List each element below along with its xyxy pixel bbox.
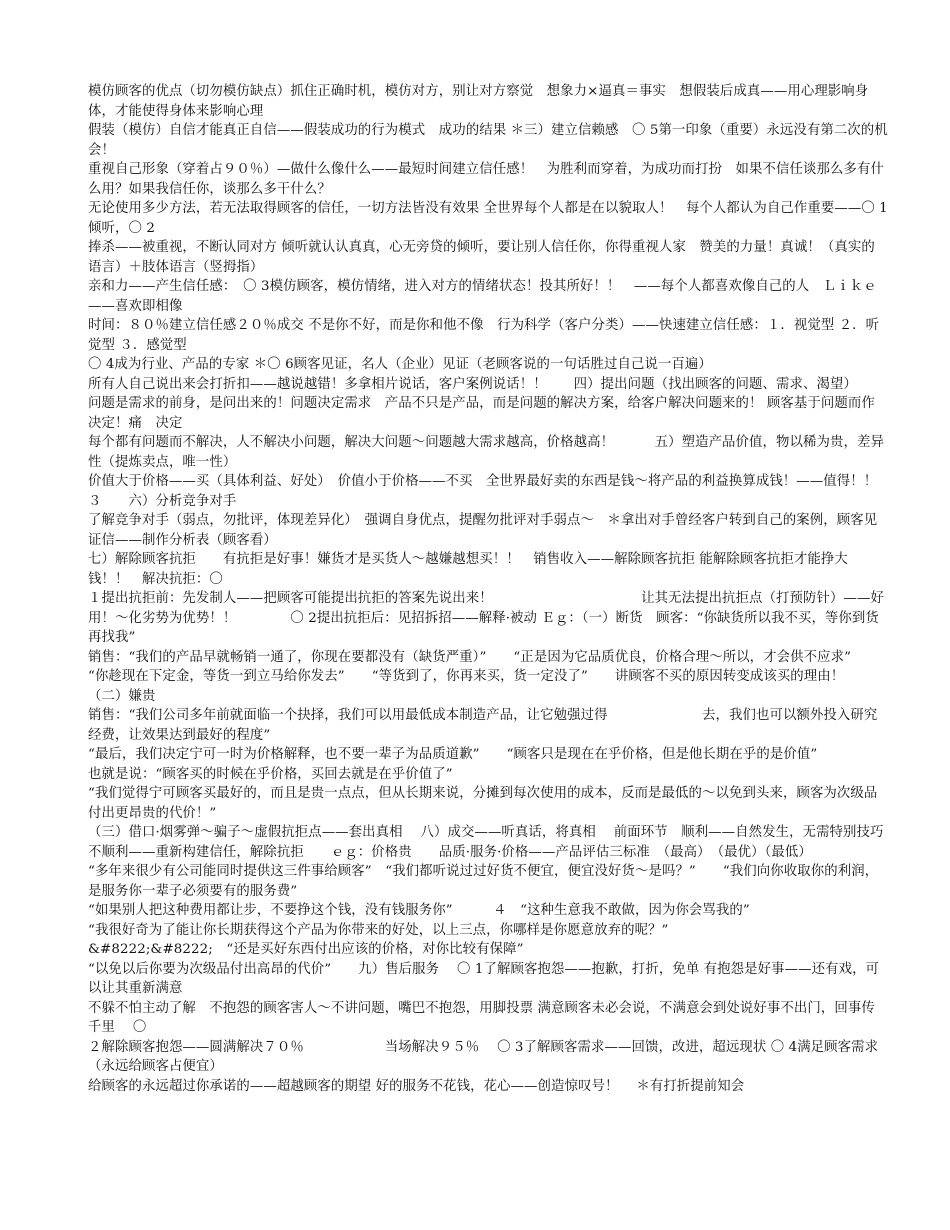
paragraph: 了解竞争对手（弱点，勿批评，体现差异化） 强调自身优点，提醒勿批评对手弱点～ ＊拿出对手曾经客户转到自己的案例，顾客见证信——制作分析表（顾客看） (88, 513, 878, 548)
paragraph: （三）借口·烟雾弹～骗子～虚假抗拒点——套出真相 八）成交——听真话，将真相 前面环节 顺利——自然发生，无需特别技巧 (88, 825, 884, 840)
paragraph: “你趁现在下定金，等货一到立马给你发去” “等货到了，你再来买，货一定没了” 讲顾客不买的原因转变成该买的理由！ （二）嫌贵 (88, 669, 885, 704)
paragraph: 捧杀——被重视，不断认同对方 倾听就认认真真，心无旁贷的倾听，要让别人信任你，你得重视人家 赞美的力量！真诚！（真实的语言）＋肢体语言（竖拇指） (88, 240, 875, 275)
paragraph: “最后，我们决定宁可一时为价格解释，也不要一辈子为品质道歉” “顾客只是现在在乎价格，但是他长期在乎的是价值” (88, 747, 818, 762)
paragraph: 销售：“我们公司多年前就面临一个抉择，我们可以用最低成本制造产品，让它勉强过得 去，我们也可以额外投入研究经费，让效果达到最好的程度” (88, 708, 878, 743)
paragraph: 假装（模仿）自信才能真正自信——假装成功的行为模式 成功的结果 ＊三）建立信赖感 〇 5第一印象（重要）永远没有第二次的机会！ (88, 123, 888, 158)
paragraph: 七）解除顾客抗拒 有抗拒是好事！嫌货才是买货人～越嫌越想买！！ 销售收入——解除顾客抗拒 能解除顾客抗拒才能挣大钱！！ 解决抗拒：〇 (88, 552, 848, 587)
paragraph: “我很好奇为了能让你长期获得这个产品为你带来的好处，以上三点，你哪样是你愿意放弃的呢？” (88, 922, 669, 938)
document-body (88, 82, 905, 1096)
paragraph: 时间：８０％建立信任感２０％成交 不是你不好，而是你和他不像 行为科学（客户分类）——快速建立信任感：１．视觉型 ２．听觉型 ３．感觉型 (88, 318, 880, 353)
paragraph: “以免以后你要为次级品付出高昂的代价” 九）售后服务 〇 1了解顾客抱怨——抱歉，打折，免单 有抱怨是好事——还有戏，可以让其重新满意 (88, 961, 880, 996)
paragraph: 销售：“我们的产品早就畅销一通了，你现在要都没有（缺货严重）” “正是因为它品质优良，价格合理～所以，才会供不应求” (88, 649, 852, 665)
paragraph: “如果别人把这种费用都让步，不要挣这个钱，没有钱服务你” ４ “这种生意我不敢做，因为你会骂我的” (88, 903, 750, 918)
paragraph: 给顾客的永远超过你承诺的——超越顾客的期望 好的服务不花钱，花心——创造惊叹号！ ＊有打折提前知会 (88, 1078, 745, 1094)
paragraph: 不顺利——重新构建信任，解除抗拒 ｅｇ：价格贵 品质·服务·价格——产品评估三标准 （最高） （最优）（最低） (88, 844, 812, 860)
paragraph: 〇 4成为行业、产品的专家 ＊〇 6顾客见证，名人（企业）见证（老顾客说的一句话胜过自己说一百遍） (88, 357, 712, 372)
paragraph: 所有人自己说出来会打折扣——越说越错！多拿相片说话，客户案例说话！！ 四）提出问题（找出顾客的问题、需求、渴望） (88, 376, 857, 392)
paragraph: 不躲不怕主动了解 不抱怨的顾客害人～不讲问题，嘴巴不抱怨，用脚投票 满意顾客未必会说，不满意会到处说好事不出门，回事传千里 〇 (88, 1000, 875, 1035)
paragraph: 问题是需求的前身，是问出来的！问题决定需求 产品不只是产品，而是问题的解决方案，给客户解决问题来的！ 顾客基于问题而作决定！痛 决定 (88, 396, 875, 431)
paragraph: “多年来很少有公司能同时提供这三件事给顾客” “我们都听说过过好货不便宜，便宜没好货～是吗？” “我们向你收取你的利润，是服务你一辈子必须要有的服务费” (88, 864, 879, 899)
paragraph: &#8222;&#8222; “还是买好东西付出应该的价格，对你比较有保障” (88, 942, 524, 957)
paragraph: 价值大于价格——买（具体利益、好处） 价值小于价格——不买 全世界最好卖的东西是钱～将产品的利益换算成钱！——值得！！ ３ 六）分析竞争对手 (88, 474, 905, 509)
paragraph: 模仿顾客的优点（切勿模仿缺点）抓住正确时机，模仿对方，别让对方察觉 想象力×逼真＝事实 想假装后成真——用心理影响身体，才能使得身体来影响心理 (88, 84, 869, 119)
paragraph: ２解除顾客抱怨——圆满解决７０％ 当场解决９５％ 〇 3了解顾客需求——回馈，改进，超远现状 〇 4满足顾客需求（永远给顾客占便宜） (88, 1039, 879, 1074)
paragraph: 每个都有问题而不解决，人不解决小问题，解决大问题～问题越大需求越高，价格越高！ 五）塑造产品价值，物以稀为贵，差异性（提炼卖点，唯一性） (88, 435, 884, 470)
paragraph: 无论使用多少方法，若无法取得顾客的信任，一切方法皆没有效果 全世界每个人都是在以貌取人！ 每个人都认为自己作重要——〇 1倾听，〇 2 (88, 201, 888, 236)
paragraph: １提出抗拒前：先发制人——把顾客可能提出抗拒的答案先说出来！ 让其无法提出抗拒点（打预防针）——好用！～化劣势为优势！！ 〇 2提出抗拒后：见招拆招——解释·被动 Ｅｇ：（一）断货 顾客：“你缺货所以我不买，等你到货再找我” (88, 591, 884, 645)
paragraph: 亲和力——产生信任感： 〇 3模仿顾客，模仿情绪，进入对方的情绪状态！投其所好！！ ——每个人都喜欢像自己的人 Ｌｉｋｅ——喜欢即相像 (88, 279, 877, 314)
paragraph: 重视自己形象（穿着占９０％）—做什么像什么——最短时间建立信任感！ 为胜利而穿着，为成功而打扮 如果不信任谈那么多有什么用？如果我信任你，谈那么多干什么？ (88, 162, 884, 197)
paragraph: “我们觉得宁可顾客买最好的，而且是贵一点点，但从长期来说，分摊到每次使用的成本，反而是最低的～以免到头来，顾客为次级品付出更昂贵的代价！” (88, 786, 878, 821)
paragraph: 也就是说：“顾客买的时候在乎价格，买回去就是在乎价值了” (88, 766, 453, 782)
